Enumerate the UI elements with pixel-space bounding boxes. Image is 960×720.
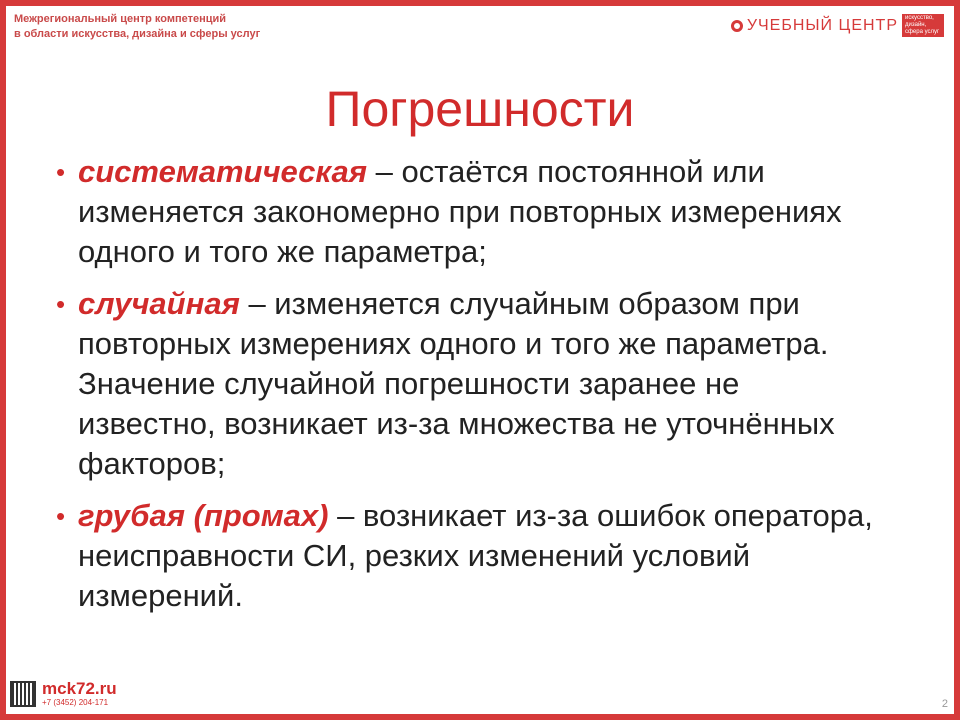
bullet-dot-icon: •: [56, 157, 66, 187]
bullet-term: грубая (промах): [78, 498, 329, 533]
org-name: [14, 12, 260, 42]
footer-site[interactable]: mck72.ru: [42, 679, 117, 698]
logo-text: УЧЕБНЫЙ ЦЕНТР: [746, 16, 898, 34]
page-number: 2: [941, 698, 948, 710]
slide: [6, 6, 954, 714]
bullet-random: [54, 284, 884, 484]
bullet-term: систематическая: [78, 154, 368, 189]
bullet-systematic: [54, 152, 884, 272]
bullet-text: – возникает из-за ошибок оператора, неисправности СИ, резких изменений условий измерений.: [78, 498, 873, 613]
footer-phone: +7 (3452) 204-171: [42, 698, 109, 707]
bullet-dot-icon: •: [56, 289, 66, 319]
footer: [10, 680, 117, 708]
qr-code-icon: [10, 681, 36, 707]
bullet-gross: [54, 496, 884, 616]
org-name-line2: в области искусства, дизайна и сферы услуг: [14, 28, 261, 40]
slide-title: Погрешности: [325, 81, 635, 137]
bullet-term: случайная: [78, 286, 240, 321]
training-center-logo: [731, 14, 944, 37]
bullet-text: – изменяется случайным образом при повторных измерениях одного и того же параметра. Значение случайной погрешности заранее не известно, возникает из-за множества не уточнённых факторов;: [78, 286, 835, 481]
org-name-line1: Межрегиональный центр компетенций: [14, 13, 227, 25]
bullet-text: – остаётся постоянной или изменяется закономерно при повторных измерениях одного и того же параметра;: [78, 154, 842, 269]
bullet-list: [54, 152, 884, 628]
logo-tag: искусство, дизайн, сфера услуг: [902, 14, 944, 37]
logo-circle-icon: [731, 20, 743, 32]
bullet-dot-icon: •: [56, 501, 66, 531]
